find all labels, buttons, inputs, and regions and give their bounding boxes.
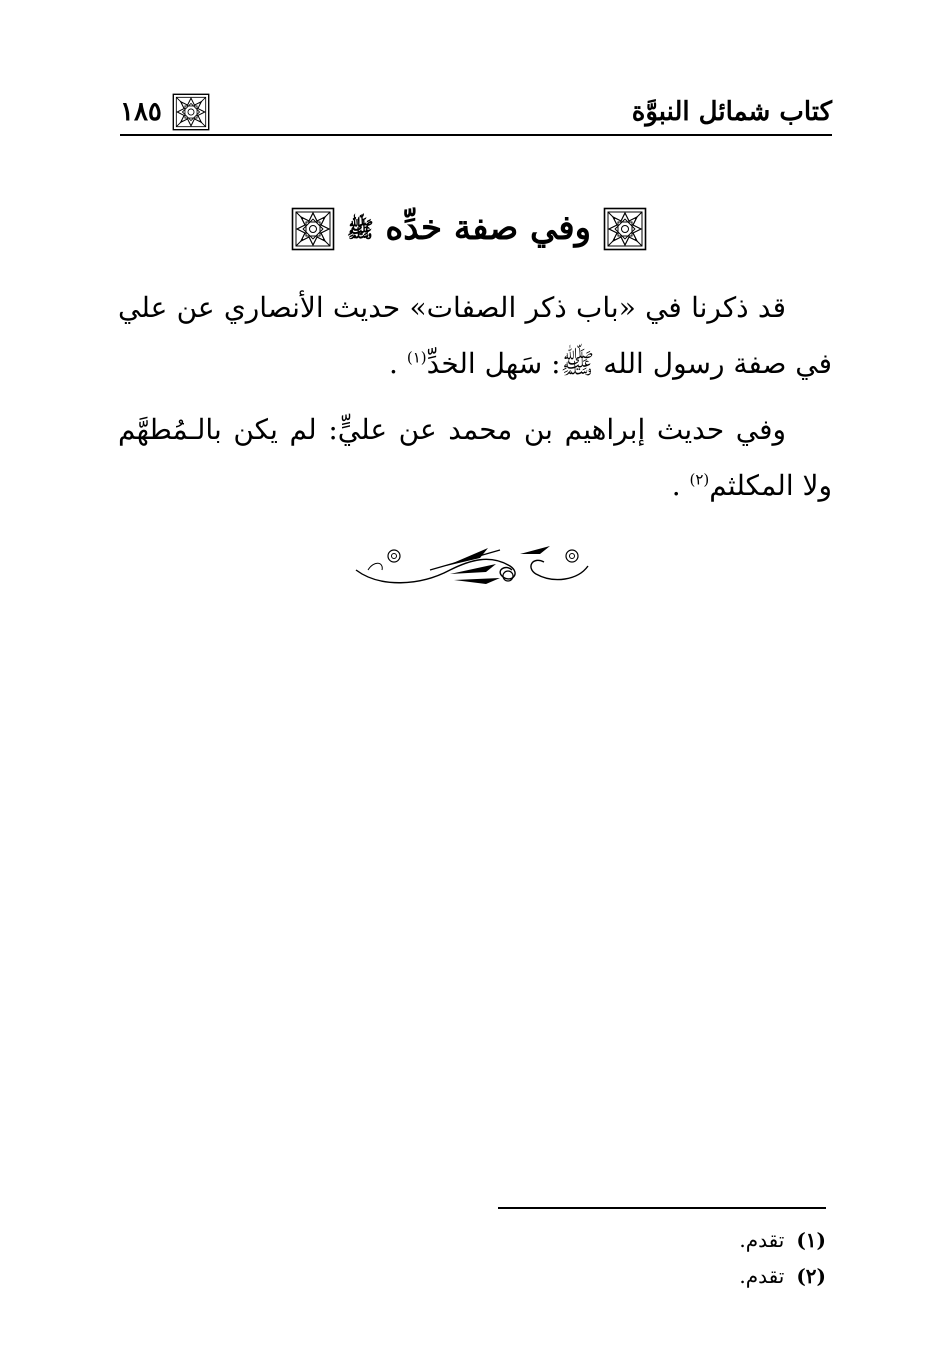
geometric-star-ornament-icon [291,207,335,251]
footnote-ref[interactable]: (١) [406,348,427,367]
header-rule [120,134,832,136]
floral-flourish-divider-icon [350,540,594,592]
footnote [426,1222,826,1258]
geometric-star-ornament-icon [603,207,647,251]
paragraph [118,280,832,392]
body-text [118,280,832,524]
paragraph-tail: . [671,469,681,502]
chapter-title-text: وفي صفة خدِّه [385,208,592,248]
footnote-text: تقدم. [739,1264,785,1288]
page-number-group [120,92,210,132]
geometric-star-ornament-icon [172,93,210,131]
footnote-text: تقدم. [739,1228,785,1252]
honorific-glyph: ﷺ [346,217,374,243]
footnote-number: (١) [796,1228,826,1252]
footnotes [426,1222,826,1294]
paragraph-tail: . [389,347,398,380]
footnote-number: (٢) [796,1264,826,1288]
footnote [426,1258,826,1294]
footnote-ref[interactable]: (٢) [689,470,710,489]
book-title: كتاب شمائل النبوَّة [631,97,832,127]
chapter-title [347,198,591,260]
running-header [120,92,832,138]
footnote-rule [498,1207,826,1209]
paragraph [118,402,832,514]
chapter-heading [0,198,938,260]
page-number: ١٨٥ [120,97,162,127]
paragraph-text: قد ذكرنا في «باب ذكر الصفات» حديث الأنصاري عن علي في صفة رسول الله ﷺ: سَهل الخدِّ [118,291,832,380]
paragraph-text: وفي حديث إبراهيم بن محمد عن عليٍّ: لم يكن بالـمُطهَّم ولا المكلثم [118,413,832,502]
